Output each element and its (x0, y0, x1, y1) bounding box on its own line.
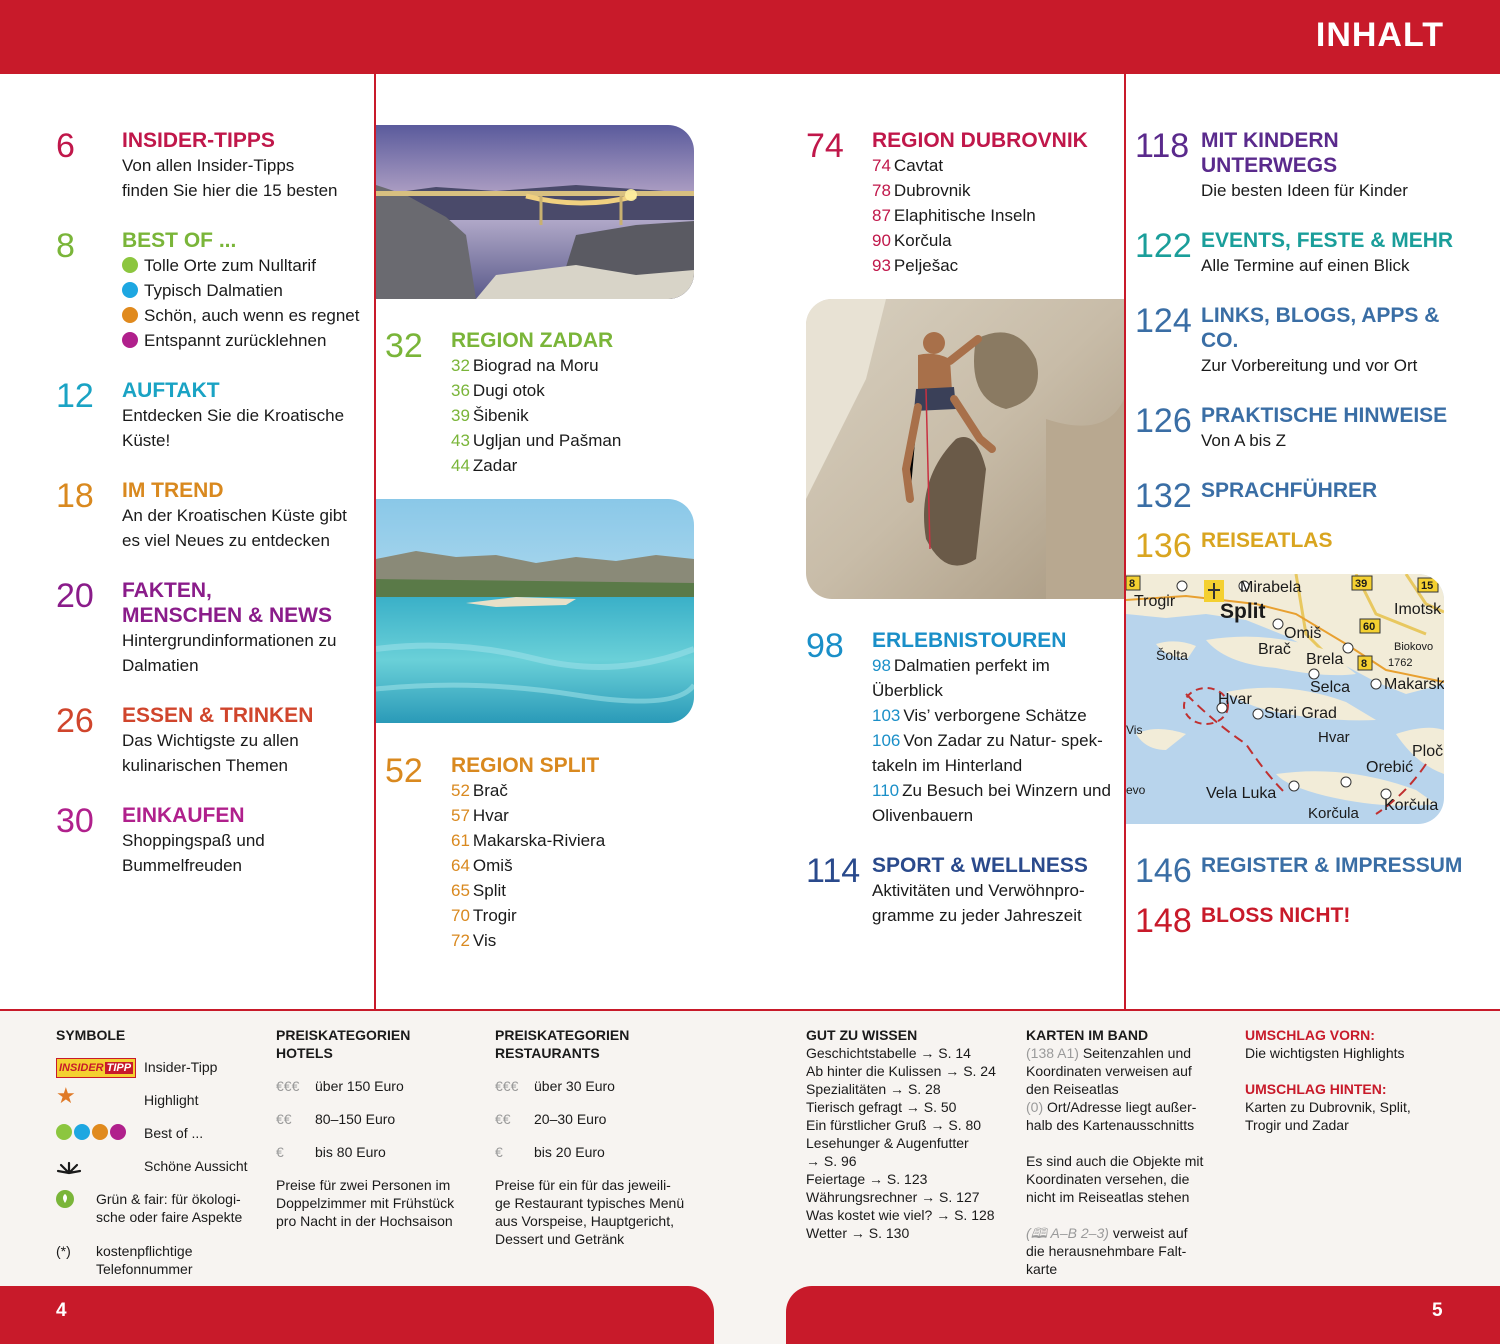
bestof-item: Typisch Dalmatien (122, 278, 359, 303)
legend-maps (1026, 1026, 1231, 1278)
toc-entry-split[interactable] (385, 753, 715, 958)
section-title: PRAKTISCHE HINWEISE (1201, 404, 1448, 427)
insider-tipp-badge-icon: INSIDER TIPP (56, 1058, 136, 1078)
info-link[interactable]: Lesehunger & Augenfutter (806, 1135, 969, 1151)
legend-heading: GUT ZU WISSEN (806, 1027, 918, 1043)
section-desc: An der Kroatischen Küste gibt (122, 506, 347, 525)
page-number: 8 (56, 227, 75, 265)
price-note: Preise für ein für das jeweili- ge Restaurant typisches Menü aus Vorspeise, Hauptgericht, Dessert und Getränk (495, 1177, 685, 1247)
sub-entry[interactable]: 93 Pelješac (872, 256, 959, 275)
orange-dot-icon (122, 307, 138, 323)
column-divider-right (1124, 74, 1126, 1009)
section-title: INSIDER-TIPPS (122, 129, 275, 152)
legend-heading: PREISKATEGORIEN (276, 1027, 411, 1043)
legend-cover (1245, 1026, 1465, 1134)
sub-entry[interactable]: 44 Zadar (451, 456, 518, 475)
toc-entry-events[interactable] (1135, 228, 1465, 284)
page-title: INHALT (1315, 16, 1444, 54)
price-row: €€€ über 150 Euro (276, 1078, 404, 1094)
blue-dot-icon (122, 282, 138, 298)
road-badge: 60 (1363, 621, 1376, 633)
page-number: 114 (806, 852, 861, 890)
page-number: 122 (1135, 227, 1192, 265)
section-desc: gramme zu jeder Jahreszeit (872, 906, 1082, 925)
info-link[interactable]: Spezialitäten → S. 28 (806, 1081, 941, 1097)
page-number: 6 (56, 127, 75, 165)
page-number: 26 (56, 702, 94, 740)
legend-text: Trogir und Zadar (1245, 1117, 1349, 1133)
section-title: MENSCHEN & NEWS (122, 604, 333, 627)
star-icon: ★ (56, 1083, 76, 1108)
page-number: 30 (56, 802, 94, 840)
toc-entry-insider[interactable] (56, 128, 366, 208)
map-label: Omiš (1284, 625, 1322, 642)
toc-entry-bloss-nicht[interactable] (1135, 903, 1475, 939)
map-label: evo (1126, 783, 1146, 797)
map-label: Brač (1258, 641, 1291, 658)
section-desc: finden Sie hier die 15 besten (122, 181, 338, 200)
legend-text: Koordinaten verweisen auf (1026, 1063, 1192, 1079)
bestof-item: Entspannt zurücklehnen (122, 328, 359, 353)
bestof-item: Schön, auch wenn es regnet (122, 303, 359, 328)
section-desc: kulinarischen Themen (122, 756, 288, 775)
sub-entry-cont: takeln im Hinterland (872, 756, 1023, 775)
legend-text: Es sind auch die Objekte mit (1026, 1153, 1204, 1169)
climber-photo (806, 299, 1124, 599)
section-title: BLOSS NICHT! (1201, 904, 1351, 927)
bottom-bar-left (0, 1286, 714, 1344)
page-number: 18 (56, 477, 94, 515)
info-link[interactable]: Was kostet wie viel? → S. 128 (806, 1207, 995, 1223)
magenta-dot-icon (122, 332, 138, 348)
legend-text: (🕮 A–B 2–3) verweist auf (1026, 1225, 1188, 1241)
info-link[interactable]: Ab hinter die Kulissen → S. 24 (806, 1063, 996, 1079)
legend-heading: KARTEN IM BAND (1026, 1027, 1149, 1043)
page-number: 132 (1135, 477, 1192, 515)
info-link[interactable]: Tierisch gefragt → S. 50 (806, 1099, 957, 1115)
page-number: 98 (806, 627, 844, 665)
legend-text: nicht im Reiseatlas stehen (1026, 1189, 1190, 1205)
legend-text: karte (1026, 1261, 1058, 1277)
legend-text: die herausnehmbare Falt- (1026, 1243, 1187, 1259)
sub-entry[interactable]: 43 Ugljan und Pašman (451, 431, 622, 450)
toc-entry-sport[interactable] (806, 853, 1122, 933)
road-badge: 8 (1129, 578, 1136, 590)
page-number: 136 (1135, 527, 1192, 565)
sub-entry[interactable]: 61 Makarska-Riviera (451, 831, 606, 850)
toc-entry-zadar[interactable] (385, 328, 715, 483)
toc-entry-dubrovnik[interactable] (806, 128, 1116, 283)
section-desc: Von allen Insider-Tipps (122, 156, 295, 175)
section-title: SPRACHFÜHRER (1201, 479, 1378, 502)
legend-text: Koordinaten versehen, die (1026, 1171, 1190, 1187)
section-desc: Alle Termine auf einen Blick (1201, 256, 1410, 275)
sub-entry[interactable]: 74 Cavtat (872, 156, 944, 175)
section-desc: Bummelfreuden (122, 856, 243, 875)
sub-entry[interactable]: 65 Split (451, 881, 506, 900)
section-desc: Aktivitäten und Verwöhnpro- (872, 881, 1085, 900)
section-title: CO. (1201, 329, 1239, 352)
section-desc: Shoppingspaß und (122, 831, 265, 850)
toc-entry-trend[interactable] (56, 478, 366, 558)
legend-label: Best of ... (144, 1125, 204, 1141)
section-title: REGION SPLIT (451, 754, 600, 777)
bestof-item: Tolle Orte zum Nulltarif (122, 253, 359, 278)
map-label: Ploč (1412, 743, 1444, 760)
map-label: Orebić (1366, 759, 1414, 776)
page-number-left: 4 (56, 1300, 67, 1321)
section-desc: Küste! (122, 431, 171, 450)
info-link[interactable]: Geschichtstabelle → S. 14 (806, 1045, 971, 1061)
header-bar (0, 0, 1500, 74)
section-desc: Von A bis Z (1201, 431, 1287, 450)
sub-entry[interactable]: 110 Zu Besuch bei Winzern und (872, 781, 1111, 800)
legend-heading: UMSCHLAG HINTEN: (1245, 1081, 1387, 1097)
sub-entry-cont: Überblick (872, 681, 943, 700)
map-label: Hvar (1218, 691, 1252, 708)
price-note: Preise für zwei Personen im Doppelzimmer mit Frühstück pro Nacht in der Hochsaison (276, 1177, 455, 1229)
sub-entry[interactable]: 106 Von Zadar zu Natur- spek- (872, 731, 1103, 750)
info-link[interactable]: Feiertage → S. 123 (806, 1171, 928, 1187)
legend-label: kostenpflichtige Telefonnummer (96, 1243, 193, 1277)
map-label: Selca (1310, 679, 1351, 696)
legend-text: halb des Kartenausschnitts (1026, 1117, 1195, 1133)
green-dot-icon (122, 257, 138, 273)
legend-heading: RESTAURANTS (495, 1045, 600, 1061)
beach-photo (376, 499, 694, 723)
sub-entry[interactable]: 57 Hvar (451, 806, 509, 825)
view-icon (56, 1157, 82, 1179)
toc-entry-links[interactable] (1135, 303, 1465, 383)
section-desc: Dalmatien (122, 656, 199, 675)
map-label: Biokovo (1394, 641, 1434, 653)
info-link[interactable]: Ein fürstlicher Gruß → S. 80 (806, 1117, 982, 1133)
map-label: Split (1220, 600, 1266, 623)
map-thumbnail (1126, 574, 1444, 824)
legend-restaurants (495, 1026, 710, 1248)
page-number-right: 5 (1432, 1300, 1443, 1321)
section-title: IM TREND (122, 479, 224, 502)
map-label: Mirabela (1240, 579, 1302, 596)
map-label: Imotsk (1394, 601, 1442, 618)
section-desc: Das Wichtigste zu allen (122, 731, 299, 750)
page-number: 126 (1135, 402, 1192, 440)
bridge-photo (376, 125, 694, 299)
price-row: € bis 80 Euro (276, 1144, 386, 1160)
sub-entry[interactable]: 90 Korčula (872, 231, 952, 250)
toc-entry-fakten[interactable] (56, 578, 366, 683)
legend-text: (0) Ort/Adresse liegt außer- (1026, 1099, 1197, 1115)
section-desc: Entdecken Sie die Kroatische (122, 406, 345, 425)
section-title: SPORT & WELLNESS (872, 854, 1088, 877)
section-title: MIT KINDERN (1201, 129, 1339, 152)
section-title: REGION ZADAR (451, 329, 614, 352)
price-row: €€€ über 30 Euro (495, 1078, 615, 1094)
price-row: € bis 20 Euro (495, 1144, 605, 1160)
page-number: 146 (1135, 852, 1192, 890)
page-number: 118 (1135, 127, 1190, 165)
legend-label: Schöne Aussicht (144, 1158, 248, 1174)
legend-symbols (56, 1026, 266, 1286)
legend-heading: SYMBOLE (56, 1027, 126, 1043)
section-title: REGION DUBROVNIK (872, 129, 1088, 152)
legend-text: Die wichtigsten Highlights (1245, 1045, 1405, 1061)
map-label: Brela (1306, 651, 1344, 668)
sub-entry[interactable]: 39 Šibenik (451, 406, 529, 425)
sub-entry-cont: Olivenbauern (872, 806, 974, 825)
section-title: ESSEN & TRINKEN (122, 704, 314, 727)
green-fair-icon (56, 1190, 74, 1208)
section-title: BEST OF ... (122, 229, 237, 252)
road-badge: 15 (1421, 580, 1434, 592)
map-label: Vis (1126, 723, 1143, 737)
section-title: ERLEBNISTOUREN (872, 629, 1067, 652)
map-label: 1762 (1388, 657, 1413, 669)
section-desc: Die besten Ideen für Kinder (1201, 181, 1408, 200)
section-desc: es viel Neues zu entdecken (122, 531, 330, 550)
sub-entry[interactable]: 36 Dugi otok (451, 381, 545, 400)
legend-text: den Reiseatlas (1026, 1081, 1119, 1097)
map-label: Trogir (1134, 593, 1176, 610)
toc-entry-erlebnistouren[interactable] (806, 628, 1122, 833)
toc-entry-bestof[interactable] (56, 228, 366, 358)
bottom-bar-right (786, 1286, 1500, 1344)
sub-entry[interactable]: 72 Vis (451, 931, 497, 950)
map-label: Korčula (1384, 797, 1439, 814)
toc-entry-auftakt[interactable] (56, 378, 366, 458)
page-number: 20 (56, 577, 94, 615)
section-title: UNTERWEGS (1201, 154, 1338, 177)
map-label: Makarsk (1384, 676, 1444, 693)
section-title: AUFTAKT (122, 379, 220, 402)
road-badge: 8 (1361, 658, 1368, 670)
section-desc: Hintergrundinformationen zu (122, 631, 337, 650)
info-link[interactable]: Währungsrechner → S. 127 (806, 1189, 980, 1205)
toc-entry-reiseatlas[interactable] (1135, 528, 1465, 564)
best-of-dots-icon (56, 1124, 132, 1142)
sub-entry[interactable]: 32 Biograd na Moru (451, 356, 599, 375)
legend-hotels (276, 1026, 486, 1230)
info-link[interactable]: Wetter → S. 130 (806, 1225, 910, 1241)
page-number: 32 (385, 327, 423, 365)
section-title: FAKTEN, (122, 579, 212, 602)
sub-entry[interactable]: 78 Dubrovnik (872, 181, 971, 200)
page-number: 52 (385, 752, 423, 790)
map-label: Stari Grad (1264, 705, 1337, 722)
legend-heading: UMSCHLAG VORN: (1245, 1027, 1375, 1043)
legend-heading: PREISKATEGORIEN (495, 1027, 630, 1043)
legend-text: (138 A1) Seitenzahlen und (1026, 1045, 1192, 1061)
map-label: Vela Luka (1206, 785, 1277, 802)
map-label: Korčula (1308, 805, 1359, 822)
section-title: EINKAUFEN (122, 804, 245, 827)
toc-entry-praktisch[interactable] (1135, 403, 1465, 459)
toc-entry-sprachfuehrer[interactable] (1135, 478, 1465, 514)
legend-text: Karten zu Dubrovnik, Split, (1245, 1099, 1411, 1115)
page-number: 148 (1135, 902, 1192, 940)
section-desc: Zur Vorbereitung und vor Ort (1201, 356, 1418, 375)
toc-entry-kinder[interactable] (1135, 128, 1465, 208)
sub-entry[interactable]: 98 Dalmatien perfekt im (872, 656, 1050, 675)
legend-heading: HOTELS (276, 1045, 333, 1061)
sub-entry[interactable]: 64 Omiš (451, 856, 513, 875)
page-number: 12 (56, 377, 94, 415)
sub-entry[interactable]: 87 Elaphitische Inseln (872, 206, 1036, 225)
section-title: EVENTS, FESTE & MEHR (1201, 229, 1454, 252)
map-label: Hvar (1318, 729, 1350, 746)
price-row: €€ 20–30 Euro (495, 1111, 607, 1127)
page-number: 74 (806, 127, 844, 165)
section-title: REGISTER & IMPRESSUM (1201, 854, 1463, 877)
map-label: Šolta (1156, 647, 1188, 663)
info-link[interactable]: → S. 96 (806, 1153, 857, 1169)
sub-entry[interactable]: 70 Trogir (451, 906, 517, 925)
legend-label: Grün & fair: für ökologi- sche oder faire Aspekte (96, 1191, 243, 1225)
sub-entry[interactable]: 103 Vis’ verborgene Schätze (872, 706, 1087, 725)
road-badge: 39 (1355, 578, 1368, 590)
section-title: LINKS, BLOGS, APPS & (1201, 304, 1440, 327)
phone-cost-marker: (*) (56, 1243, 71, 1259)
legend-label: Highlight (144, 1092, 199, 1108)
sub-entry[interactable]: 52 Brač (451, 781, 508, 800)
legend-label: Insider-Tipp (144, 1059, 218, 1075)
price-row: €€ 80–150 Euro (276, 1111, 396, 1127)
toc-entry-einkaufen[interactable] (56, 803, 366, 883)
toc-entry-register[interactable] (1135, 853, 1475, 889)
page-number: 124 (1135, 302, 1192, 340)
toc-entry-essen[interactable] (56, 703, 366, 783)
legend-good-to-know (806, 1026, 1016, 1242)
section-title: REISEATLAS (1201, 529, 1333, 552)
